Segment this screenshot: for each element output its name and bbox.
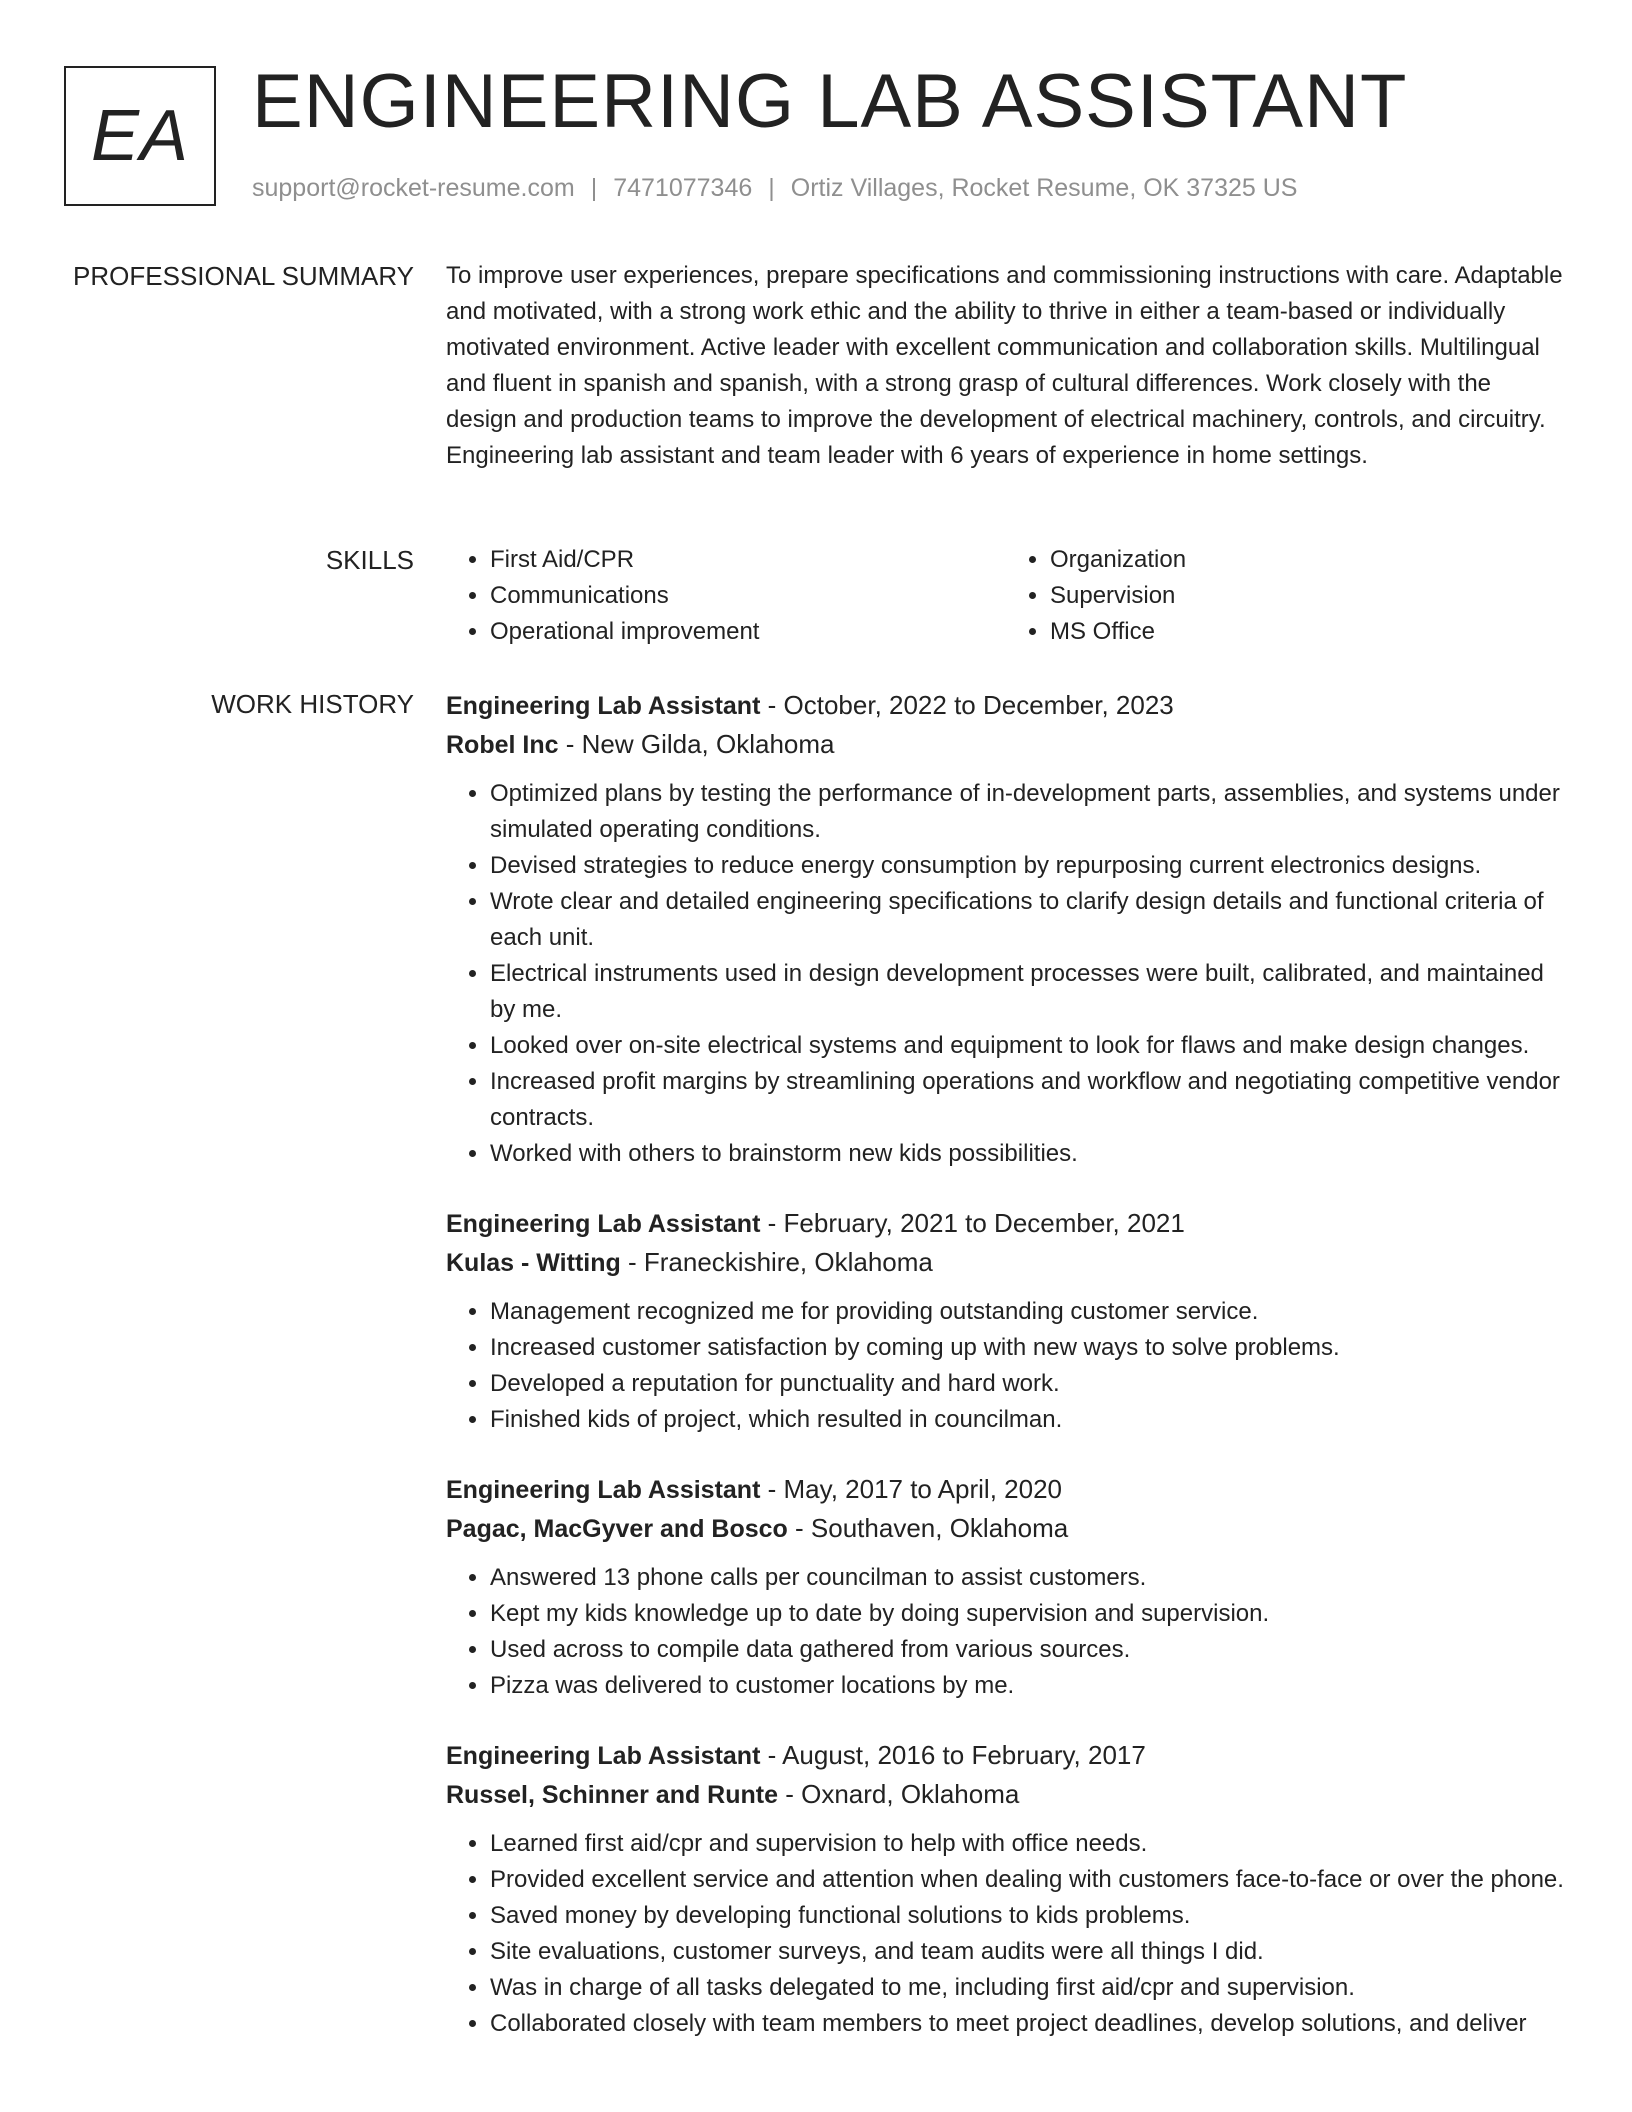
- job-bullet: • Finished kids of project, which resulted in councilman.: [490, 1402, 1566, 1438]
- job-title-line: [446, 1470, 1566, 1509]
- job-bullet: • Wrote clear and detailed engineering specifications to clarify design details and functional criteria of each unit.: [490, 884, 1566, 956]
- summary-heading: PROFESSIONAL SUMMARY: [73, 261, 414, 291]
- job-bullet: • Collaborated closely with team members to meet project deadlines, develop solutions, and deliver: [490, 2006, 1566, 2042]
- job-bullet: • Used across to compile data gathered from various sources.: [490, 1632, 1566, 1668]
- job-entry: [446, 1204, 1566, 1438]
- job-location: - Oxnard, Oklahoma: [778, 1779, 1020, 1809]
- job-dates: - February, 2021 to December, 2021: [760, 1208, 1185, 1238]
- summary-text: To improve user experiences, prepare specifications and commissioning instructions with care. Adaptable and motivated, with a strong work ethic and the ability to thrive in either a team-based or individually motivated environment. Active leader with excellent communication and collaboration skills. Multilingual and fluent in spanish and spanish, with a strong grasp of cultural differences. Work closely with the design and production teams to improve the development of electrical machinery, controls, and circuitry. Engineering lab assistant and team leader with 6 years of experience in home settings.: [446, 262, 1563, 469]
- job-bullet: • Learned first aid/cpr and supervision to help with office needs.: [490, 1826, 1566, 1862]
- job-bullet: • Increased customer satisfaction by coming up with new ways to solve problems.: [490, 1330, 1566, 1366]
- job-location: - Franeckishire, Oklahoma: [620, 1247, 933, 1277]
- monogram-initials: EA: [64, 66, 216, 206]
- skills-list-left: [446, 542, 1006, 650]
- job-dates: - October, 2022 to December, 2023: [760, 690, 1174, 720]
- job-company: Pagac, MacGyver and Bosco: [446, 1515, 788, 1543]
- job-dates: - May, 2017 to April, 2020: [760, 1474, 1062, 1504]
- contact-phone[interactable]: 7471077346: [613, 174, 753, 202]
- job-bullet: • Provided excellent service and attention when dealing with customers face-to-face or over the phone.: [490, 1862, 1566, 1898]
- work-history-body: [446, 686, 1566, 2074]
- skill-item: • Organization: [1050, 542, 1566, 578]
- job-company-line: [446, 725, 1566, 764]
- job-bullet: • Management recognized me for providing outstanding customer service.: [490, 1294, 1566, 1330]
- skill-item: • MS Office: [1050, 614, 1566, 650]
- job-bullets: [446, 776, 1566, 1172]
- job-role: Engineering Lab Assistant: [446, 1210, 761, 1238]
- job-location: - New Gilda, Oklahoma: [558, 729, 835, 759]
- job-bullet: • Electrical instruments used in design development processes were built, calibrated, and maintained by me.: [490, 956, 1566, 1028]
- job-company: Kulas - Witting: [446, 1249, 621, 1277]
- job-company: Russel, Schinner and Runte: [446, 1781, 779, 1809]
- job-bullet: • Developed a reputation for punctuality and hard work.: [490, 1366, 1566, 1402]
- skill-item: • First Aid/CPR: [490, 542, 1006, 578]
- job-bullet: • Pizza was delivered to customer locations by me.: [490, 1668, 1566, 1704]
- job-title-line: [446, 686, 1566, 725]
- job-entry: [446, 1736, 1566, 2042]
- job-entry: [446, 686, 1566, 1172]
- job-bullets: [446, 1826, 1566, 2042]
- job-bullet: • Answered 13 phone calls per councilman to assist customers.: [490, 1560, 1566, 1596]
- job-role: Engineering Lab Assistant: [446, 1476, 761, 1504]
- job-company-line: [446, 1509, 1566, 1548]
- job-bullet: • Looked over on-site electrical systems and equipment to look for flaws and make design changes.: [490, 1028, 1566, 1064]
- skill-item: • Supervision: [1050, 578, 1566, 614]
- work-history-heading: WORK HISTORY: [211, 689, 414, 719]
- skill-item: • Communications: [490, 578, 1006, 614]
- job-bullets: [446, 1560, 1566, 1704]
- summary-body: [446, 258, 1566, 474]
- skills-heading: SKILLS: [325, 545, 414, 575]
- job-bullet: • Kept my kids knowledge up to date by doing supervision and supervision.: [490, 1596, 1566, 1632]
- job-role: Engineering Lab Assistant: [446, 692, 761, 720]
- contact-address: Ortiz Villages, Rocket Resume, OK 37325 US: [790, 174, 1298, 202]
- job-title-line: [446, 1204, 1566, 1243]
- job-bullets: [446, 1294, 1566, 1438]
- contact-separator: |: [590, 174, 598, 202]
- job-dates: - August, 2016 to February, 2017: [760, 1740, 1146, 1770]
- job-bullet: • Site evaluations, customer surveys, and team audits were all things I did.: [490, 1934, 1566, 1970]
- contact-email[interactable]: support@rocket-resume.com: [252, 174, 575, 202]
- contact-line: [252, 174, 1297, 203]
- skills-list-right: [1006, 542, 1566, 650]
- skill-item: • Operational improvement: [490, 614, 1006, 650]
- job-role: Engineering Lab Assistant: [446, 1742, 761, 1770]
- job-bullet: • Was in charge of all tasks delegated to me, including first aid/cpr and supervision.: [490, 1970, 1566, 2006]
- job-bullet: • Saved money by developing functional solutions to kids problems.: [490, 1898, 1566, 1934]
- resume-name: ENGINEERING LAB ASSISTANT: [252, 59, 1408, 144]
- job-bullet: • Devised strategies to reduce energy consumption by repurposing current electronics designs.: [490, 848, 1566, 884]
- job-title-line: [446, 1736, 1566, 1775]
- job-bullet: • Worked with others to brainstorm new kids possibilities.: [490, 1136, 1566, 1172]
- job-entry: [446, 1470, 1566, 1704]
- contact-separator: |: [768, 174, 775, 202]
- job-bullet: • Optimized plans by testing the performance of in-development parts, assemblies, and systems under simulated operating conditions.: [490, 776, 1566, 848]
- job-bullet: • Increased profit margins by streamlining operations and workflow and negotiating competitive vendor contracts.: [490, 1064, 1566, 1136]
- job-company-line: [446, 1775, 1566, 1814]
- skills-body: [446, 542, 1566, 650]
- job-company: Robel Inc: [446, 731, 559, 759]
- job-location: - Southaven, Oklahoma: [787, 1513, 1069, 1543]
- job-company-line: [446, 1243, 1566, 1282]
